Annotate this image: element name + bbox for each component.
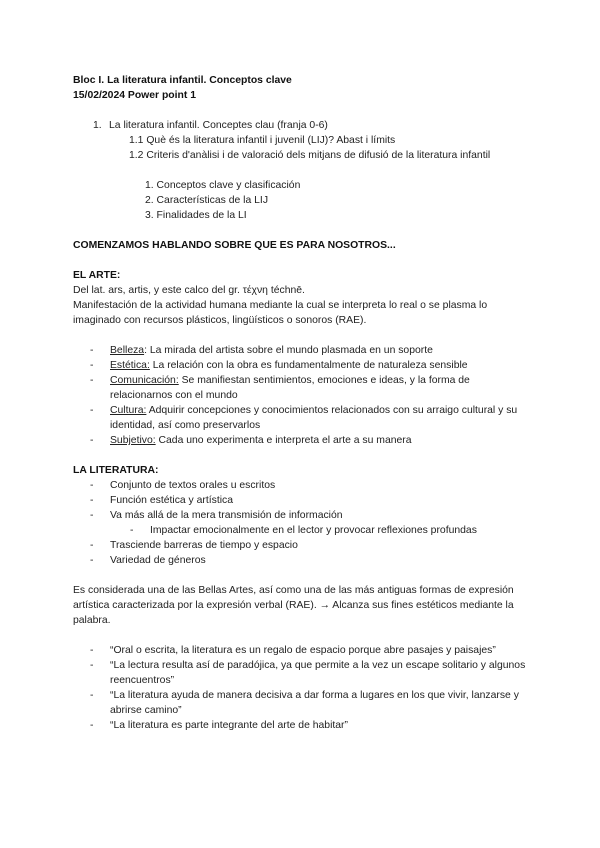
doc-title: Bloc I. La literatura infantil. Conceptos clave	[73, 75, 292, 86]
list-item: 2. Características de la LIJ	[145, 195, 269, 206]
outline-sub: 1.2 Criteris d'anàlisi i de valoració dels mitjans de difusió de la literatura infantil	[129, 150, 491, 161]
list-item: - Variedad de géneros	[90, 555, 206, 566]
list-item: - Va más allá de la mera transmisión de información	[90, 510, 343, 521]
outline-sub: 1.1 Què és la literatura infantil i juvenil (LIJ)? Abast i límits	[129, 135, 396, 146]
list-item: - Estética: La relación con la obra es fundamentalmente de naturaleza sensible	[90, 360, 468, 371]
literatura-list-2	[73, 538, 535, 568]
list-item: - Conjunto de textos orales u escritos	[90, 480, 276, 491]
quote-item: - “La lectura resulta así de paradójica, ya que permite a la vez un escape solitario y algunos reencuentros”	[90, 660, 526, 686]
quote-item: - “La literatura ayuda de manera decisiva a dar forma a lugares en los que vivir, lanzarse y abrirse camino”	[90, 690, 519, 716]
doc-date: 15/02/2024 Power point 1	[73, 90, 197, 101]
arte-heading: EL ARTE:	[73, 270, 121, 281]
intro-heading: COMENZAMOS HABLANDO SOBRE QUE ES PARA NOSOTROS...	[73, 240, 396, 251]
list-item: - Trasciende barreras de tiempo y espacio	[90, 540, 298, 551]
arte-etymology: Del lat. ars, artis, y este calco del gr. τέχνη téchnē.	[73, 285, 305, 296]
list-item: - Cultura: Adquirir concepciones y conocimientos relacionados con su arraigo cultural y su identidad, así como preservarlos	[90, 405, 518, 431]
outline-item: 1. La literatura infantil. Conceptes clau (franja 0-6)	[93, 120, 328, 131]
quotes-list	[73, 643, 535, 733]
list-item: - Subjetivo: Cada uno experimenta e interpreta el arte a su manera	[90, 435, 412, 446]
outline	[73, 118, 535, 163]
list-item: - Impactar emocionalmente en el lector y provocar reflexiones profundas	[130, 525, 477, 536]
list-item: - Comunicación: Se manifiestan sentimientos, emociones e ideas, y la forma de relacionarnos con el mundo	[90, 375, 470, 401]
literatura-list	[73, 478, 535, 523]
arte-list	[73, 343, 535, 448]
list-item: - Belleza: La mirada del artista sobre el mundo plasmada en un soporte	[90, 345, 433, 356]
quote-item: - “La literatura es parte integrante del arte de habitar”	[90, 720, 348, 731]
literatura-paragraph: Es considerada una de las Bellas Artes, así como una de las más antiguas formas de expresión artística caracterizada por la expresión verbal (RAE). → Alcanza sus fines estéticos mediante la palabra.	[73, 585, 514, 626]
numbered-list	[73, 178, 535, 223]
nested-list	[73, 523, 535, 538]
list-item: 1. Conceptos clave y clasificación	[145, 180, 301, 191]
arte-definition: Manifestación de la actividad humana mediante la cual se interpreta lo real o se plasma lo imaginado con recursos plásticos, lingüísticos o sonoros (RAE).	[73, 300, 488, 326]
literatura-heading: LA LITERATURA:	[73, 465, 159, 476]
list-item: - Función estética y artística	[90, 495, 234, 506]
quote-item: - “Oral o escrita, la literatura es un regalo de espacio porque abre pasajes y paisajes”	[90, 645, 496, 656]
list-item: 3. Finalidades de la LI	[145, 210, 247, 221]
document-page	[73, 73, 535, 733]
